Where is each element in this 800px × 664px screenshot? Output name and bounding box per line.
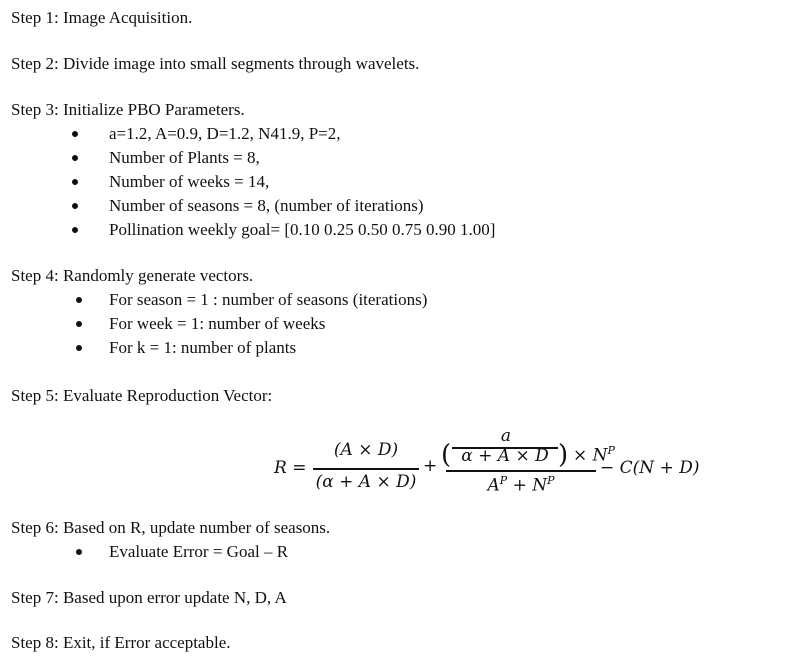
bullet-item: For season = 1 : number of seasons (iterations) <box>109 290 428 309</box>
bullet-icon <box>72 227 78 233</box>
eq-inner-den: α + A × D <box>461 446 549 466</box>
eq-times-np: × $N^P$ <box>573 444 615 466</box>
eq-inner-num-wrap <box>446 426 566 446</box>
step-6: Step 6: Based on R, update number of seasons. <box>11 518 331 537</box>
bullet-icon <box>76 297 82 303</box>
bullet-icon <box>72 155 78 161</box>
bullet-item: Number of weeks = 14, <box>109 172 270 191</box>
step-5: Step 5: Evaluate Reproduction Vector: <box>11 386 273 405</box>
bullet-icon <box>72 131 78 137</box>
bullet-item: a=1.2, A=0.9, D=1.2, N41.9, P=2, <box>109 124 341 143</box>
bullet-item: Evaluate Error = Goal – R <box>109 542 289 561</box>
eq-term1 <box>311 440 421 460</box>
step-4: Step 4: Randomly generate vectors. <box>11 266 254 285</box>
bullet-item: For k = 1: number of plants <box>109 338 297 357</box>
bullet-item: Number of Plants = 8, <box>109 148 260 167</box>
bullet-item: For week = 1: number of weeks <box>109 314 326 333</box>
bullet-icon <box>76 549 82 555</box>
fraction-bar <box>446 470 596 472</box>
bullet-item: Number of seasons = 8, (number of iterations) <box>109 196 424 215</box>
step-3: Step 3: Initialize PBO Parameters. <box>11 100 245 119</box>
eq-term2-den-wrap <box>446 474 596 496</box>
eq-term1-den-wrap <box>311 472 421 492</box>
eq-plus: + <box>423 456 438 476</box>
right-paren: ) <box>558 440 569 470</box>
eq-term1-den: (α + A × D) <box>315 472 417 492</box>
left-paren: ( <box>441 440 452 470</box>
step-2: Step 2: Divide image into small segments through wavelets. <box>11 54 420 73</box>
eq-inner-den-wrap <box>446 446 564 466</box>
eq-lhs: R = <box>274 458 307 478</box>
bullet-item: Pollination weekly goal= [0.10 0.25 0.50 0.75 0.90 1.00] <box>109 220 496 239</box>
bullet-icon <box>72 179 78 185</box>
step-1: Step 1: Image Acquisition. <box>11 8 193 27</box>
eq-tail: − C(N + D) <box>600 458 700 478</box>
eq-term1-num: (A × D) <box>333 440 399 460</box>
fraction-bar <box>313 468 419 470</box>
step-8: Step 8: Exit, if Error acceptable. <box>11 633 231 652</box>
bullet-icon <box>72 203 78 209</box>
bullet-icon <box>76 345 82 351</box>
step-7: Step 7: Based upon error update N, D, A <box>11 588 287 607</box>
eq-inner-num: a <box>500 426 512 446</box>
eq-term2-den: $A^P + N^P$ <box>487 474 555 496</box>
bullet-icon <box>76 321 82 327</box>
